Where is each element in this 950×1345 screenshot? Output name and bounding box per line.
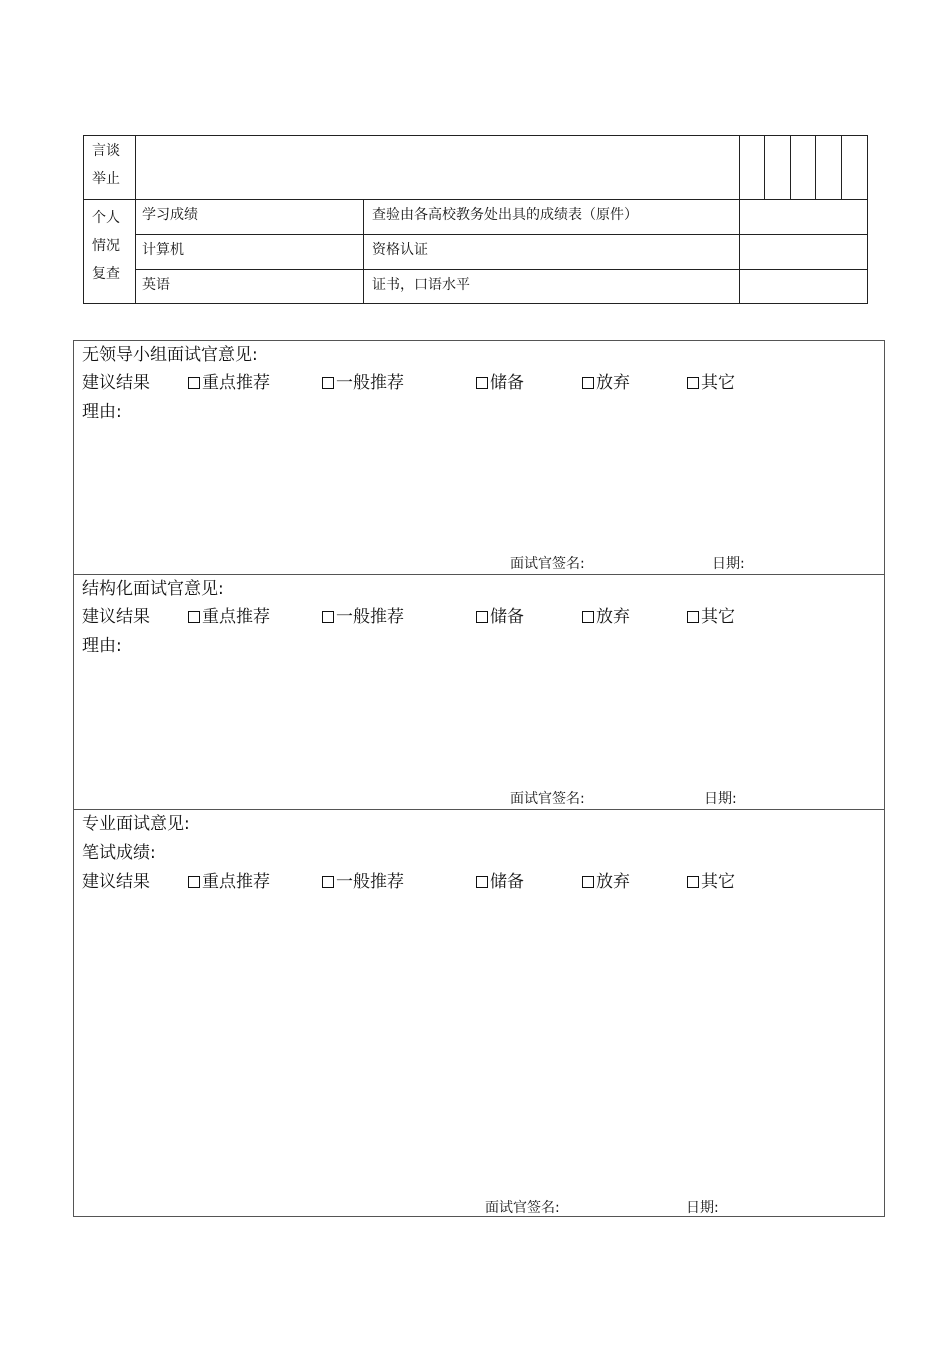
score-cell[interactable] xyxy=(790,135,816,200)
checkbox-icon[interactable] xyxy=(188,377,200,389)
score-cell[interactable] xyxy=(815,135,842,200)
demeanor-label-cell xyxy=(83,135,136,200)
checkbox-icon[interactable] xyxy=(476,377,488,389)
checkbox-icon[interactable] xyxy=(188,611,200,623)
date-label: 日期: xyxy=(704,791,737,807)
review-table xyxy=(83,135,868,304)
recommendation-row xyxy=(82,606,862,628)
review-item-cell xyxy=(135,199,364,235)
signature-label: 面试官签名: xyxy=(510,556,585,572)
option-reserve[interactable]: 储备 xyxy=(476,606,524,628)
signature-label: 面试官签名: xyxy=(510,791,585,807)
review-desc-label: 查验由各高校教务处出具的成绩表（原件） xyxy=(372,207,638,223)
signature-label: 面试官签名: xyxy=(485,1200,560,1216)
personal-label: 个人情况复查 xyxy=(92,210,120,282)
option-abandon[interactable]: 放弃 xyxy=(582,372,630,394)
review-desc-label: 资格认证 xyxy=(372,242,428,258)
review-item-cell xyxy=(135,269,364,304)
personal-label-cell xyxy=(83,199,136,304)
option-general-recommend[interactable]: 一般推荐 xyxy=(322,871,404,893)
score-cell[interactable] xyxy=(841,135,868,200)
option-reserve[interactable]: 储备 xyxy=(476,871,524,893)
checkbox-icon[interactable] xyxy=(582,611,594,623)
option-key-recommend[interactable]: 重点推荐 xyxy=(188,606,270,628)
score-cell[interactable] xyxy=(764,135,791,200)
option-key-recommend[interactable]: 重点推荐 xyxy=(188,372,270,394)
review-desc-cell xyxy=(363,269,740,304)
options-label: 建议结果 xyxy=(82,373,150,393)
checkbox-icon[interactable] xyxy=(476,876,488,888)
option-abandon[interactable]: 放弃 xyxy=(582,871,630,893)
option-key-recommend[interactable]: 重点推荐 xyxy=(188,871,270,893)
score-cell[interactable] xyxy=(739,135,765,200)
option-abandon[interactable]: 放弃 xyxy=(582,606,630,628)
date-label: 日期: xyxy=(712,556,745,572)
date-label: 日期: xyxy=(686,1200,719,1216)
recommendation-row xyxy=(82,871,862,893)
option-general-recommend[interactable]: 一般推荐 xyxy=(322,372,404,394)
section-title: 无领导小组面试官意见: xyxy=(82,345,258,365)
reason-label: 理由: xyxy=(82,636,122,656)
checkbox-icon[interactable] xyxy=(687,377,699,389)
option-reserve[interactable]: 储备 xyxy=(476,372,524,394)
review-result-cell[interactable] xyxy=(739,234,868,270)
written-test-label: 笔试成绩: xyxy=(82,843,156,863)
demeanor-label: 言谈举止 xyxy=(92,143,120,187)
checkbox-icon[interactable] xyxy=(188,876,200,888)
checkbox-icon[interactable] xyxy=(582,377,594,389)
reason-label: 理由: xyxy=(82,402,122,422)
checkbox-icon[interactable] xyxy=(322,876,334,888)
options-label: 建议结果 xyxy=(82,872,150,892)
checkbox-icon[interactable] xyxy=(582,876,594,888)
review-item-label: 计算机 xyxy=(142,242,184,258)
checkbox-icon[interactable] xyxy=(476,611,488,623)
recommendation-row xyxy=(82,372,862,394)
option-other[interactable]: 其它 xyxy=(687,372,735,394)
section-title: 结构化面试官意见: xyxy=(82,579,224,599)
review-result-cell[interactable] xyxy=(739,199,868,235)
checkbox-icon[interactable] xyxy=(687,876,699,888)
review-desc-cell xyxy=(363,199,740,235)
review-item-label: 英语 xyxy=(142,277,170,293)
option-other[interactable]: 其它 xyxy=(687,606,735,628)
professional-interview-section xyxy=(73,809,885,1217)
review-desc-label: 证书，口语水平 xyxy=(372,277,470,293)
review-result-cell[interactable] xyxy=(739,269,868,304)
options-label: 建议结果 xyxy=(82,607,150,627)
option-general-recommend[interactable]: 一般推荐 xyxy=(322,606,404,628)
leaderless-group-section xyxy=(73,340,885,575)
section-title: 专业面试意见: xyxy=(82,814,190,834)
demeanor-content-cell[interactable] xyxy=(135,135,740,200)
structured-interview-section xyxy=(73,574,885,810)
checkbox-icon[interactable] xyxy=(322,611,334,623)
option-other[interactable]: 其它 xyxy=(687,871,735,893)
review-item-cell xyxy=(135,234,364,270)
checkbox-icon[interactable] xyxy=(687,611,699,623)
review-item-label: 学习成绩 xyxy=(142,207,198,223)
review-desc-cell xyxy=(363,234,740,270)
checkbox-icon[interactable] xyxy=(322,377,334,389)
